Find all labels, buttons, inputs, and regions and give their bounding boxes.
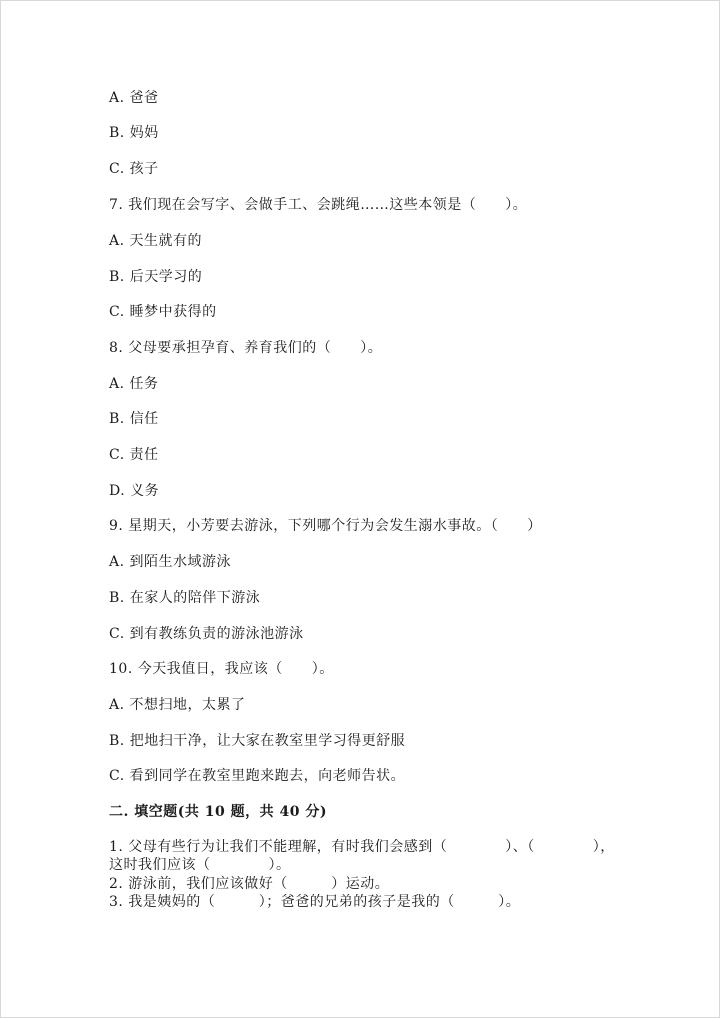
q10-question: 10. 今天我值日，我应该（ ）。 [109, 661, 334, 677]
fill-item-2: 2. 游泳前，我们应该做好（ ）运动。 [109, 876, 390, 892]
q9-option-a: A. 到陌生水域游泳 [109, 554, 232, 570]
fill-item-1-continued: 这时我们应该（ ）。 [109, 857, 291, 873]
q8-option-b: B. 信任 [109, 411, 159, 427]
q9-option-c: C. 到有教练负责的游泳池游泳 [109, 626, 304, 642]
q8-option-d: D. 义务 [109, 483, 160, 499]
q10-option-a: A. 不想扫地，太累了 [109, 697, 246, 713]
fill-item-3: 3. 我是姨妈的（ ）；爸爸的兄弟的孩子是我的（ ）。 [109, 894, 521, 910]
q7-option-a: A. 天生就有的 [109, 233, 203, 249]
fill-item-1: 1. 父母有些行为让我们不能理解，有时我们会感到（ ）、（ ）， [109, 839, 615, 855]
q10-option-b: B. 把地扫干净，让大家在教室里学习得更舒服 [109, 733, 406, 749]
section2-title: 二. 填空题(共 10 题，共 40 分) [109, 804, 327, 820]
q8-option-c: C. 责任 [109, 447, 159, 463]
q9-option-b: B. 在家人的陪伴下游泳 [109, 590, 261, 606]
q9-question: 9. 星期天，小芳要去游泳，下列哪个行为会发生溺水事故。（ ） [109, 518, 542, 534]
q6-option-a: A. 爸爸 [109, 90, 159, 106]
q8-question: 8. 父母要承担孕育、养育我们的（ ）。 [109, 340, 383, 356]
q8-option-a: A. 任务 [109, 376, 159, 392]
q6-option-c: C. 孩子 [109, 161, 159, 177]
q7-question: 7. 我们现在会写字、会做手工、会跳绳……这些本领是（ ）。 [109, 197, 528, 213]
q7-option-b: B. 后天学习的 [109, 269, 203, 285]
q10-option-c: C. 看到同学在教室里跑来跑去，向老师告状。 [109, 768, 406, 784]
q6-option-b: B. 妈妈 [109, 125, 159, 141]
q7-option-c: C. 睡梦中获得的 [109, 304, 217, 320]
